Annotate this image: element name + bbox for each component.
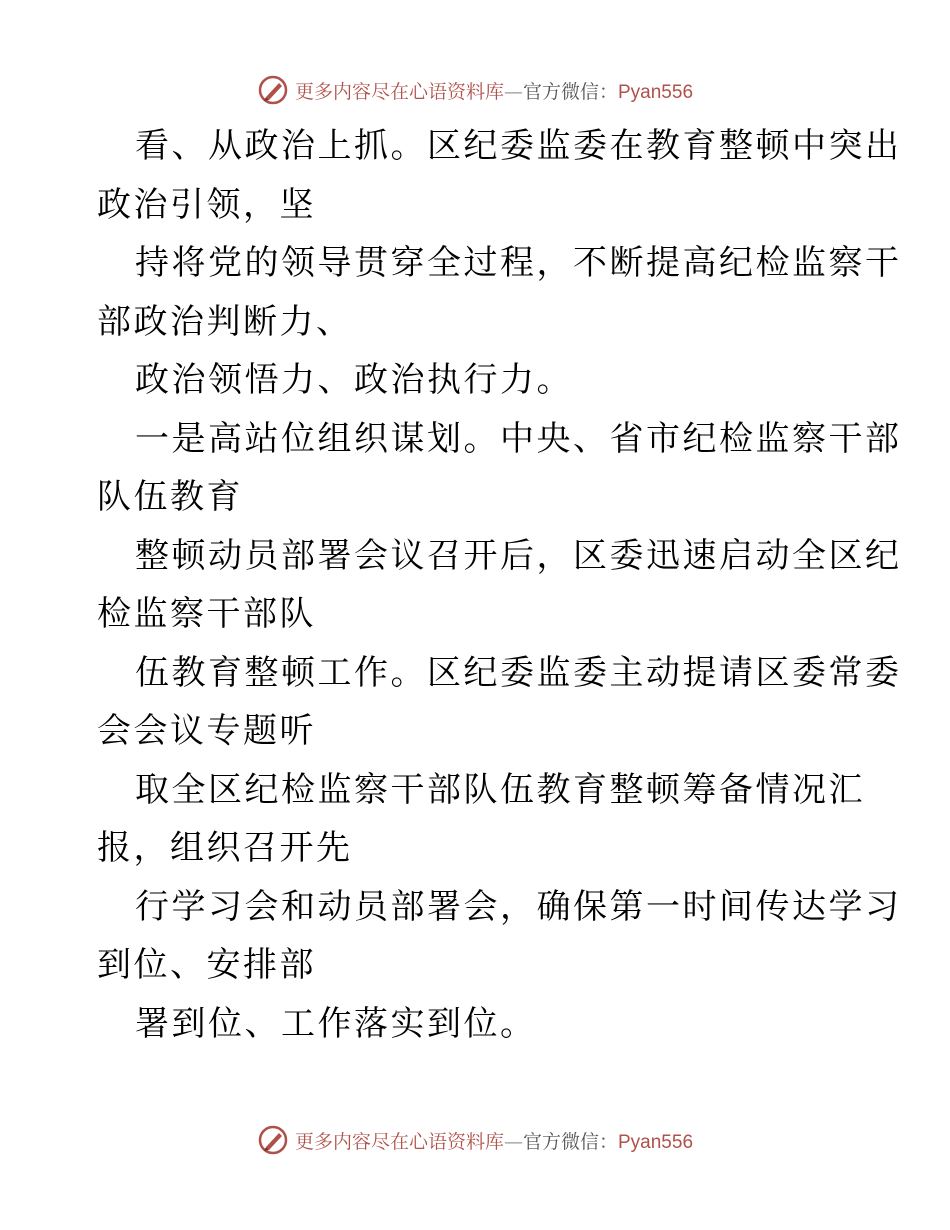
watermark-wechat-label: 官方微信： — [522, 1130, 618, 1153]
watermark-wechat-id: Pyan556 — [618, 1131, 694, 1153]
paragraph-line: 会会议专题听 — [97, 711, 316, 751]
paragraph-line: 持将党的领导贯穿全过程，不断提高纪检监察干 — [135, 243, 902, 283]
paragraph-line: 队伍教育 — [97, 477, 243, 517]
paragraph-line: 署到位、工作落实到位。 — [135, 1003, 537, 1044]
watermark-dash: — — [503, 1130, 523, 1153]
watermark-text — [295, 1127, 693, 1154]
paragraph-line: 整顿动员部署会议召开后，区委迅速启动全区纪 — [135, 535, 902, 576]
header-watermark — [0, 70, 950, 110]
paragraph-line: 检监察干部队 — [97, 594, 316, 634]
paragraph-line: 伍教育整顿工作。区纪委监委主动提请区委常委 — [135, 652, 902, 693]
paragraph-line: 报，组织召开先 — [97, 828, 353, 868]
watermark-site-text: 更多内容尽在心语资料库 — [294, 1130, 504, 1153]
paragraph-line: 政治领悟力、政治执行力。 — [135, 360, 573, 400]
watermark-site-text: 更多内容尽在心语资料库 — [294, 80, 504, 103]
watermark-wechat-id: Pyan556 — [618, 81, 694, 103]
watermark-text — [295, 77, 693, 104]
watermark-wechat-label: 官方微信： — [522, 80, 618, 103]
document-body — [97, 117, 902, 1053]
paragraph-line: 政治引领，坚 — [97, 184, 316, 225]
paragraph-line: 看、从政治上抓。区纪委监委在教育整顿中突出 — [135, 126, 902, 166]
footer-watermark — [0, 1120, 950, 1160]
paragraph-line: 行学习会和动员部署会，确保第一时间传达学习 — [135, 886, 902, 927]
paragraph-line: 一是高站位组织谋划。中央、省市纪检监察干部 — [135, 418, 902, 459]
paragraph-line: 部政治判断力、 — [97, 301, 353, 342]
pen-logo-icon — [257, 74, 289, 106]
watermark-dash: — — [503, 80, 523, 103]
pen-logo-icon — [257, 1124, 289, 1156]
paragraph-line: 到位、安排部 — [97, 945, 316, 985]
paragraph-line: 取全区纪检监察干部队伍教育整顿筹备情况汇 — [135, 769, 865, 810]
